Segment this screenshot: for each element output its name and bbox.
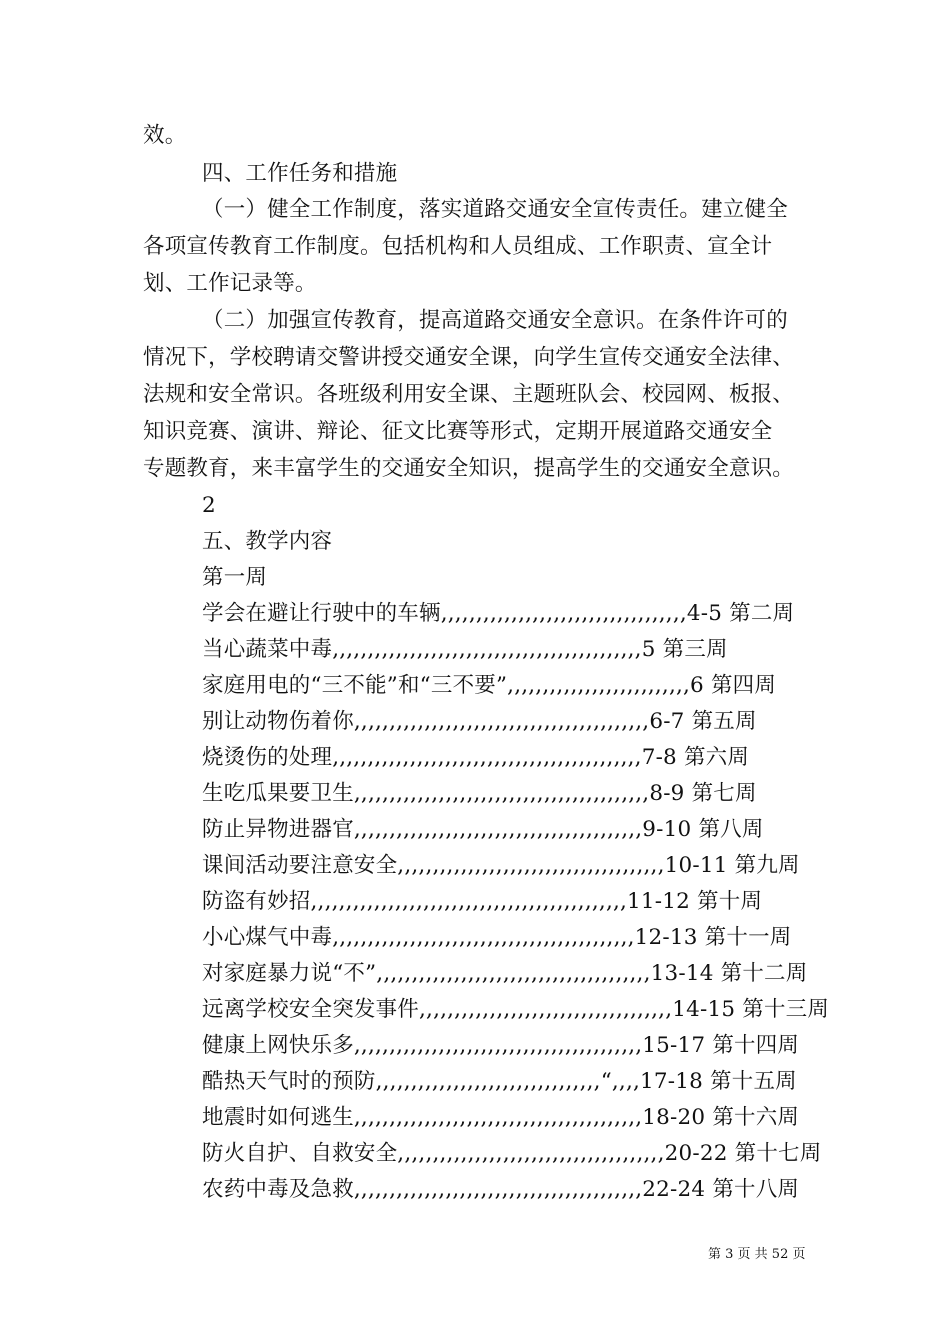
toc-line: 别让动物伤着你,,,,,,,,,,,,,,,,,,,,,,,,,,,,,,,,,,,,,,,,,,6-7 第五周 bbox=[202, 709, 757, 734]
toc-line: 防盗有妙招,,,,,,,,,,,,,,,,,,,,,,,,,,,,,,,,,,,,,,,,,,,,,11-12 第十周 bbox=[202, 889, 763, 914]
paragraph-1-line-1: （一）健全工作制度，落实道路交通安全宣传责任。建立健全 bbox=[202, 197, 788, 222]
section-heading-5: 五、教学内容 bbox=[202, 529, 333, 554]
week-label: 第一周 bbox=[202, 565, 268, 590]
paragraph-2-line-1: （二）加强宣传教育，提高道路交通安全意识。在条件许可的 bbox=[202, 308, 788, 333]
paragraph-2-line-5: 专题教育，来丰富学生的交通安全知识，提高学生的交通安全意识。 bbox=[143, 456, 795, 481]
toc-line: 家庭用电的“三不能”和“三不要”,,,,,,,,,,,,,,,,,,,,,,,,,,6 第四周 bbox=[202, 673, 777, 698]
toc-line: 酷热天气时的预防,,,,,,,,,,,,,,,,,,,,,,,,,,,,,,,,“,,,,17-18 第十五周 bbox=[202, 1069, 797, 1094]
toc-line: 防止异物进器官,,,,,,,,,,,,,,,,,,,,,,,,,,,,,,,,,,,,,,,,,9-10 第八周 bbox=[202, 817, 764, 842]
toc-line: 学会在避让行驶中的车辆,,,,,,,,,,,,,,,,,,,,,,,,,,,,,,,,,,,4-5 第二周 bbox=[202, 601, 795, 626]
toc-line: 远离学校安全突发事件,,,,,,,,,,,,,,,,,,,,,,,,,,,,,,,,,,,,14-15 第十三周 bbox=[202, 997, 830, 1022]
page-footer: 第 3 页 共 52 页 bbox=[708, 1247, 806, 1262]
toc-line: 生吃瓜果要卫生,,,,,,,,,,,,,,,,,,,,,,,,,,,,,,,,,,,,,,,,,,8-9 第七周 bbox=[202, 781, 757, 806]
section-heading-4: 四、工作任务和措施 bbox=[202, 161, 398, 186]
page-marker: 2 bbox=[202, 493, 216, 518]
paragraph-2-line-2: 情况下，学校聘请交警讲授交通安全课，向学生宣传交通安全法律、 bbox=[143, 345, 795, 370]
toc-line: 小心煤气中毒,,,,,,,,,,,,,,,,,,,,,,,,,,,,,,,,,,,,,,,,,,,12-13 第十一周 bbox=[202, 925, 792, 950]
toc-line: 健康上网快乐多,,,,,,,,,,,,,,,,,,,,,,,,,,,,,,,,,,,,,,,,,15-17 第十四周 bbox=[202, 1033, 800, 1058]
toc-line: 课间活动要注意安全,,,,,,,,,,,,,,,,,,,,,,,,,,,,,,,,,,,,,,10-11 第九周 bbox=[202, 853, 800, 878]
paragraph-tail: 效。 bbox=[143, 123, 187, 148]
paragraph-1-line-3: 划、工作记录等。 bbox=[143, 271, 317, 296]
toc-line: 烧烫伤的处理,,,,,,,,,,,,,,,,,,,,,,,,,,,,,,,,,,,,,,,,,,,,7-8 第六周 bbox=[202, 745, 750, 770]
toc-line: 农药中毒及急救,,,,,,,,,,,,,,,,,,,,,,,,,,,,,,,,,,,,,,,,,22-24 第十八周 bbox=[202, 1177, 800, 1202]
toc-line: 当心蔬菜中毒,,,,,,,,,,,,,,,,,,,,,,,,,,,,,,,,,,,,,,,,,,,,5 第三周 bbox=[202, 637, 728, 662]
toc-line: 对家庭暴力说“不”,,,,,,,,,,,,,,,,,,,,,,,,,,,,,,,,,,,,,,,13-14 第十二周 bbox=[202, 961, 808, 986]
paragraph-2-line-4: 知识竞赛、演讲、辩论、征文比赛等形式，定期开展道路交通安全 bbox=[143, 419, 773, 444]
paragraph-1-line-2: 各项宣传教育工作制度。包括机构和人员组成、工作职责、宣全计 bbox=[143, 234, 773, 259]
paragraph-2-line-3: 法规和安全常识。各班级利用安全课、主题班队会、校园网、板报、 bbox=[143, 382, 795, 407]
toc-line: 防火自护、自救安全,,,,,,,,,,,,,,,,,,,,,,,,,,,,,,,,,,,,,,20-22 第十七周 bbox=[202, 1141, 822, 1166]
toc-line: 地震时如何逃生,,,,,,,,,,,,,,,,,,,,,,,,,,,,,,,,,,,,,,,,,18-20 第十六周 bbox=[202, 1105, 800, 1130]
